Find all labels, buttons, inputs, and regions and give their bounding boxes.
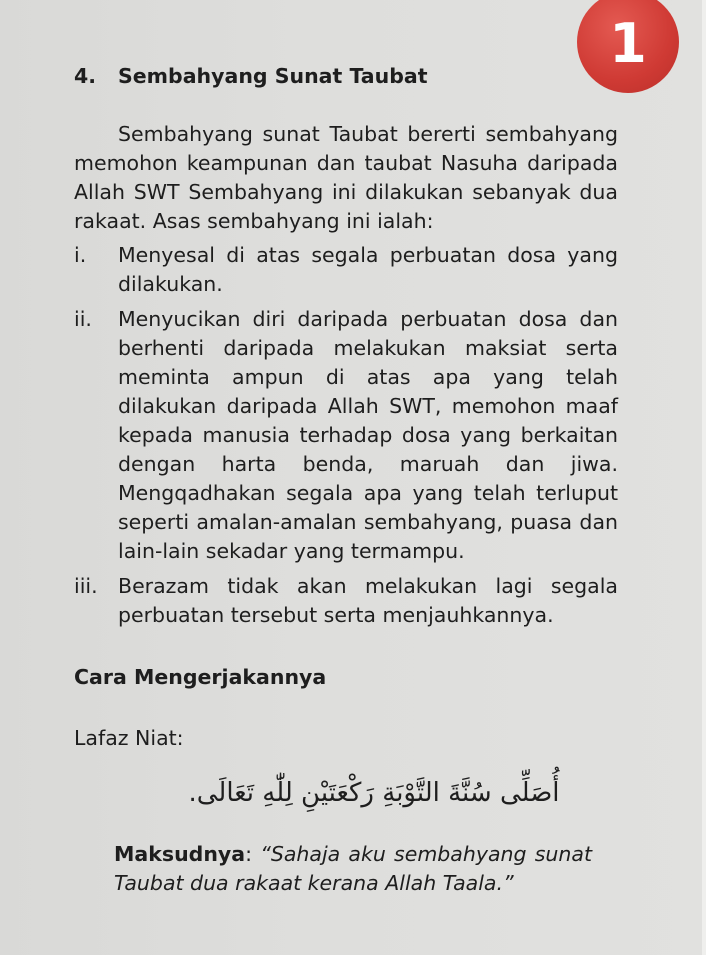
- arabic-niat-text: أُصَلِّى سُنَّةَ التَّوْبَةِ رَكْعَتَيْنِ لِلّٰهِ تَعَالَى.: [188, 778, 560, 808]
- page-number-badge: [577, 0, 679, 93]
- list-marker: ii.: [74, 307, 92, 331]
- list-item-text: Menyucikan diri daripada perbuatan dosa dan berhenti daripada melakukan maksiat serta meminta ampun di atas apa yang telah dilakukan daripada Allah SWT, memohon maaf kepada manusia terhadap dosa yang berkaitan dengan harta benda, maruah dan jiwa. Mengqadhakan segala apa yang telah terluput seperti amalan-amalan sembahyang, puasa dan lain-lain sekadar yang termampu.: [118, 307, 618, 563]
- list-item: [74, 305, 618, 566]
- meaning-text: “Sahaja aku sembahyang sunat Taubat dua rakaat kerana Allah Taala.”: [114, 842, 592, 895]
- section-heading: [74, 62, 428, 91]
- list-marker: i.: [74, 243, 87, 267]
- badge-number: 1: [609, 12, 647, 75]
- intro-paragraph: Sembahyang sunat Taubat bererti sembahyang memohon keampunan dan taubat Nasuha daripada Allah SWT Sembahyang ini dilakukan sebanyak dua rakaat. Asas sembahyang ini ialah:: [74, 122, 618, 233]
- section-title: Sembahyang Sunat Taubat: [118, 64, 428, 88]
- meaning-colon: :: [245, 842, 261, 866]
- meaning-paragraph: [114, 840, 592, 898]
- method-heading: Cara Mengerjakannya: [74, 665, 327, 689]
- section-number: 4.: [74, 64, 97, 88]
- list-item: [74, 572, 618, 630]
- list-item: [74, 241, 618, 299]
- list-item-text: Berazam tidak akan melakukan lagi segala perbuatan tersebut serta menjauhkannya.: [118, 574, 618, 627]
- page-edge: [702, 0, 706, 955]
- meaning-label: Maksudnya: [114, 842, 246, 866]
- principles-list: [74, 241, 618, 630]
- list-marker: iii.: [74, 574, 98, 598]
- list-item-text: Menyesal di atas segala perbuatan dosa yang dilakukan.: [118, 243, 618, 296]
- lafaz-label: Lafaz Niat:: [74, 726, 184, 750]
